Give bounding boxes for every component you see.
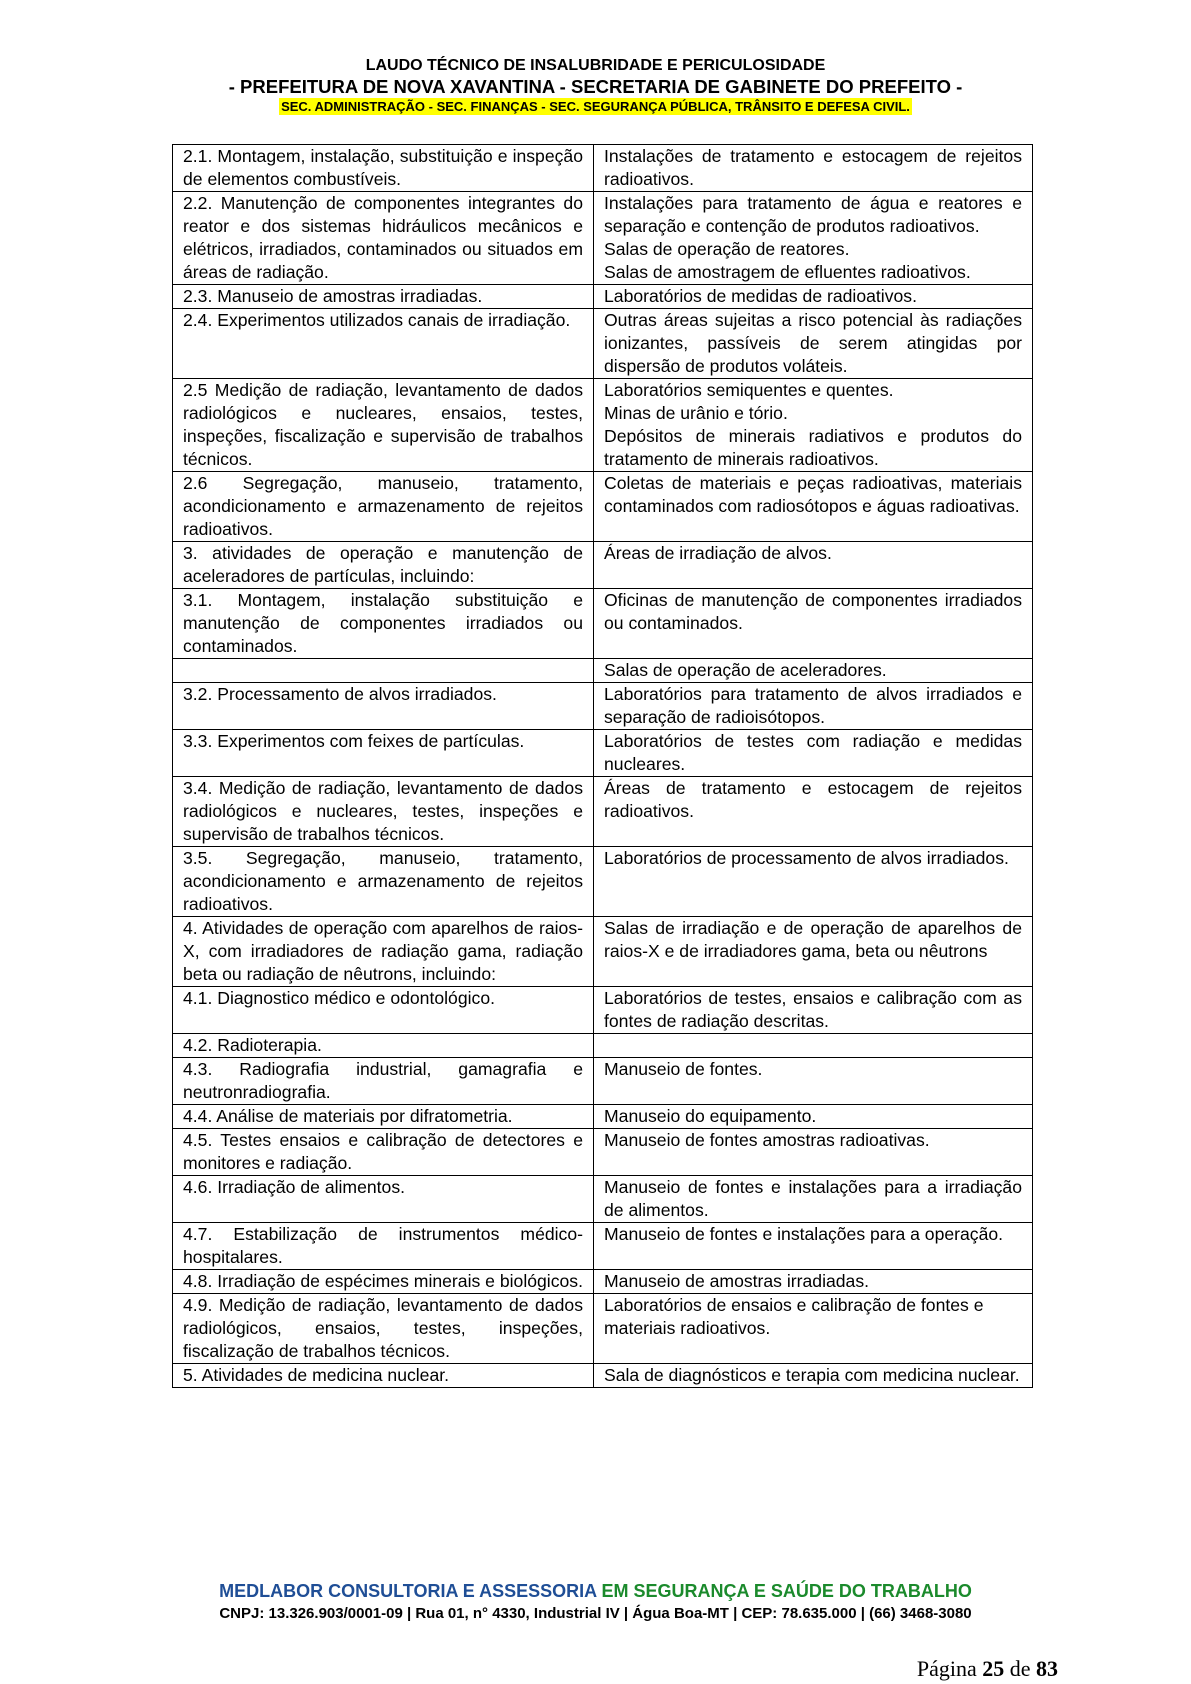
page-current: 25 xyxy=(982,1656,1005,1681)
table-row xyxy=(173,777,1033,847)
area-cell: Salas de operação de aceleradores. xyxy=(594,659,1033,683)
area-cell: Outras áreas sujeitas a risco potencial às radiações ionizantes, passíveis de serem atingidas por dispersão de produtos voláteis. xyxy=(594,309,1033,379)
activity-cell: 4.1. Diagnostico médico e odontológico. xyxy=(173,987,594,1034)
area-cell: Manuseio de fontes e instalações para a operação. xyxy=(594,1223,1033,1270)
area-cell: Manuseio de fontes e instalações para a irradiação de alimentos. xyxy=(594,1176,1033,1223)
activity-cell: 4.8. Irradiação de espécimes minerais e biológicos. xyxy=(173,1270,594,1294)
table-row xyxy=(173,1176,1033,1223)
area-cell: Manuseio de fontes. xyxy=(594,1058,1033,1105)
activity-cell: 3.2. Processamento de alvos irradiados. xyxy=(173,683,594,730)
area-cell: Laboratórios de ensaios e calibração de fontes e materiais radioativos. xyxy=(594,1294,1033,1364)
area-cell: Instalações para tratamento de água e reatores e separação e contenção de produtos radioativos. Salas de operação de reatores. Salas de amostragem de efluentes radioativos. xyxy=(594,192,1033,285)
activity-cell: 4.6. Irradiação de alimentos. xyxy=(173,1176,594,1223)
activity-cell: 4.3. Radiografia industrial, gamagrafia e neutronradiografia. xyxy=(173,1058,594,1105)
page-total: 83 xyxy=(1036,1656,1058,1681)
table-row xyxy=(173,1270,1033,1294)
area-cell: Áreas de irradiação de alvos. xyxy=(594,542,1033,589)
table-row xyxy=(173,917,1033,987)
activity-cell: 2.1. Montagem, instalação, substituição e inspeção de elementos combustíveis. xyxy=(173,145,594,192)
area-cell: Manuseio do equipamento. xyxy=(594,1105,1033,1129)
page-of-label: de xyxy=(1009,1656,1031,1681)
table-row xyxy=(173,1129,1033,1176)
area-cell: Laboratórios semiquentes e quentes. Minas de urânio e tório. Depósitos de minerais radiativos e produtos do tratamento de minerais radioativos. xyxy=(594,379,1033,472)
area-cell: Instalações de tratamento e estocagem de rejeitos radioativos. xyxy=(594,145,1033,192)
document-header xyxy=(0,56,1191,116)
table-row xyxy=(173,379,1033,472)
activity-cell: 2.4. Experimentos utilizados canais de irradiação. xyxy=(173,309,594,379)
area-cell: Sala de diagnósticos e terapia com medicina nuclear. xyxy=(594,1364,1033,1388)
table-row xyxy=(173,285,1033,309)
area-cell: Laboratórios para tratamento de alvos irradiados e separação de radioisótopos. xyxy=(594,683,1033,730)
area-cell: Manuseio de fontes amostras radioativas. xyxy=(594,1129,1033,1176)
report-subtitle: - PREFEITURA DE NOVA XAVANTINA - SECRETARIA DE GABINETE DO PREFEITO - xyxy=(228,76,963,97)
table-row xyxy=(173,1223,1033,1270)
area-cell: Manuseio de amostras irradiadas. xyxy=(594,1270,1033,1294)
activity-cell: 4.5. Testes ensaios e calibração de detectores e monitores e radiação. xyxy=(173,1129,594,1176)
activity-cell: 3.1. Montagem, instalação substituição e manutenção de componentes irradiados ou contaminados. xyxy=(173,589,594,659)
report-departments: SEC. ADMINISTRAÇÃO - SEC. FINANÇAS - SEC. SEGURANÇA PÚBLICA, TRÂNSITO E DEFESA CIVIL. xyxy=(281,99,910,114)
report-title: LAUDO TÉCNICO DE INSALUBRIDADE E PERICULOSIDADE xyxy=(365,57,826,74)
activity-cell: 4.9. Medição de radiação, levantamento de dados radiológicos, ensaios, testes, inspeções, fiscalização de trabalhos técnicos. xyxy=(173,1294,594,1364)
activity-cell: 3. atividades de operação e manutenção de aceleradores de partículas, incluindo: xyxy=(173,542,594,589)
activity-cell: 2.5 Medição de radiação, levantamento de dados radiológicos e nucleares, ensaios, testes, inspeções, fiscalização e supervisão de trabalhos técnicos. xyxy=(173,379,594,472)
activity-cell: 5. Atividades de medicina nuclear. xyxy=(173,1364,594,1388)
table-row xyxy=(173,1364,1033,1388)
area-cell xyxy=(594,1034,1033,1058)
table-row xyxy=(173,1034,1033,1058)
area-cell: Laboratórios de testes com radiação e medidas nucleares. xyxy=(594,730,1033,777)
company-contact: CNPJ: 13.326.903/0001-09 | Rua 01, n° 4330, Industrial IV | Água Boa-MT | CEP: 78.635.000 | (66) 3468-3080 xyxy=(219,1605,972,1622)
activity-cell: 2.6 Segregação, manuseio, tratamento, acondicionamento e armazenamento de rejeitos radioativos. xyxy=(173,472,594,542)
area-cell: Laboratórios de processamento de alvos irradiados. xyxy=(594,847,1033,917)
area-cell: Laboratórios de testes, ensaios e calibração com as fontes de radiação descritas. xyxy=(594,987,1033,1034)
table-row xyxy=(173,847,1033,917)
area-cell: Laboratórios de medidas de radioativos. xyxy=(594,285,1033,309)
page-label: Página xyxy=(916,1656,977,1681)
table-row xyxy=(173,1294,1033,1364)
activity-cell: 4.7. Estabilização de instrumentos médico-hospitalares. xyxy=(173,1223,594,1270)
activity-cell: 3.3. Experimentos com feixes de partículas. xyxy=(173,730,594,777)
table-row xyxy=(173,309,1033,379)
radiation-activities-table xyxy=(172,144,1033,1388)
area-cell: Áreas de tratamento e estocagem de rejeitos radioativos. xyxy=(594,777,1033,847)
page-number xyxy=(917,1656,1058,1682)
document-footer xyxy=(0,1580,1191,1624)
activity-cell: 2.2. Manutenção de componentes integrantes do reator e dos sistemas hidráulicos mecânicos e elétricos, irradiados, contaminados ou situados em áreas de radiação. xyxy=(173,192,594,285)
activity-cell xyxy=(173,659,594,683)
table-row xyxy=(173,1105,1033,1129)
activity-cell: 4.4. Análise de materiais por difratometria. xyxy=(173,1105,594,1129)
table-row xyxy=(173,472,1033,542)
area-cell: Salas de irradiação e de operação de aparelhos de raios-X e de irradiadores gama, beta ou nêutrons xyxy=(594,917,1033,987)
activity-cell: 4. Atividades de operação com aparelhos de raios-X, com irradiadores de radiação gama, radiação beta ou radiação de nêutrons, incluindo: xyxy=(173,917,594,987)
activity-cell: 3.4. Medição de radiação, levantamento de dados radiológicos e nucleares, testes, inspeções e supervisão de trabalhos técnicos. xyxy=(173,777,594,847)
table-row xyxy=(173,730,1033,777)
area-cell: Coletas de materiais e peças radioativas, materiais contaminados com radiosótopos e águas radioativas. xyxy=(594,472,1033,542)
table-row xyxy=(173,1058,1033,1105)
company-tagline: EM SEGURANÇA E SAÚDE DO TRABALHO xyxy=(601,1581,972,1601)
table-row xyxy=(173,542,1033,589)
activity-cell: 2.3. Manuseio de amostras irradiadas. xyxy=(173,285,594,309)
table-row xyxy=(173,659,1033,683)
table-row xyxy=(173,145,1033,192)
activity-cell: 4.2. Radioterapia. xyxy=(173,1034,594,1058)
activity-cell: 3.5. Segregação, manuseio, tratamento, acondicionamento e armazenamento de rejeitos radioativos. xyxy=(173,847,594,917)
table-row xyxy=(173,192,1033,285)
area-cell: Oficinas de manutenção de componentes irradiados ou contaminados. xyxy=(594,589,1033,659)
table-row xyxy=(173,589,1033,659)
table-row xyxy=(173,987,1033,1034)
table-row xyxy=(173,683,1033,730)
company-name: MEDLABOR CONSULTORIA E ASSESSORIA xyxy=(219,1581,597,1601)
